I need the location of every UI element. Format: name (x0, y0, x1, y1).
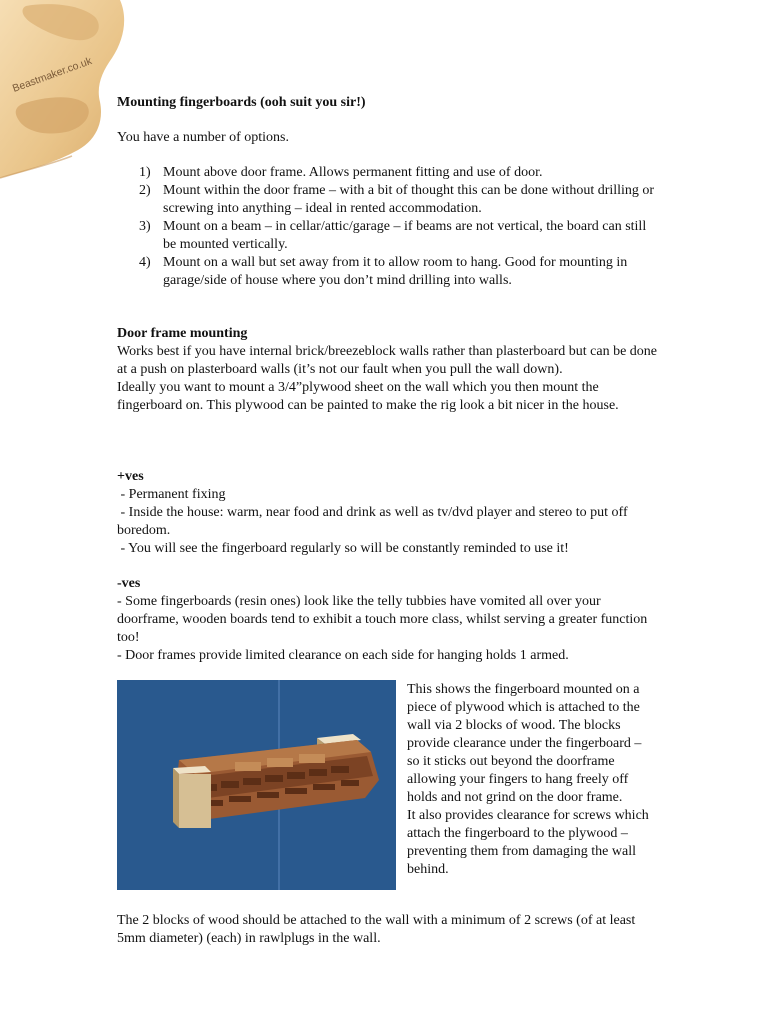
page-title: Mounting fingerboards (ooh suit you sir!) (117, 95, 366, 110)
options-list (117, 164, 657, 290)
cons-section (117, 575, 657, 665)
section-heading: Door frame mounting (117, 326, 248, 341)
caption-text: It also provides clearance for screws which attach the fingerboard to the plywood – preventing them from damaging the wall behind. (407, 808, 649, 877)
list-item: - Permanent fixing (117, 487, 226, 502)
list-item: - Door frames provide limited clearance on each side for hanging holds 1 armed. (117, 648, 569, 663)
intro-text: You have a number of options. (117, 130, 290, 145)
list-item: - Inside the house: warm, near food and drink as well as tv/dvd player and stereo to put off boredom. (117, 505, 632, 538)
list-item: 2) Mount within the door frame – with a bit of thought this can be done without drilling or screwing into anything – ideal in rented accommodation. (139, 183, 655, 216)
fingerboard-mount-image (117, 680, 396, 890)
paragraph: Works best if you have internal brick/breezeblock walls rather than plasterboard but can be done at a push on plasterboard walls (it’s not our fault when you pull the wall down). (117, 344, 658, 377)
list-item: - You will see the fingerboard regularly so will be constantly reminded to use it! (117, 541, 569, 556)
cons-heading: -ves (117, 576, 141, 591)
list-item: 4) Mount on a wall but set away from it to allow room to hang. Good for mounting in garage/side of house where you don’t mind drilling into walls. (139, 255, 628, 288)
paragraph: Ideally you want to mount a 3/4”plywood sheet on the wall which you then mount the fingerboard on. This plywood can be painted to make the rig look a bit nicer in the house. (117, 380, 619, 413)
beastmaker-logo (0, 0, 130, 185)
pros-heading: +ves (117, 469, 144, 484)
pros-section (117, 468, 657, 558)
figure-caption (407, 681, 652, 879)
door-frame-section (117, 325, 657, 415)
list-item: 3) Mount on a beam – in cellar/attic/garage – if beams are not vertical, the board can still be mounted vertically. (139, 219, 647, 252)
logo-text: Beastmaker.co.uk (10, 54, 94, 95)
caption-text: This shows the fingerboard mounted on a piece of plywood which is attached to the wall via 2 blocks of wood. The blocks provide clearance under the fingerboard – so it sticks out beyond the doorframe allowing your fingers to hang freely off holds and not grind on the door frame. (407, 682, 642, 805)
list-item: - Some fingerboards (resin ones) look like the telly tubbies have vomited all over your doorframe, wooden boards tend to exhibit a touch more class, whilst serving a greater function too! (117, 594, 648, 645)
list-item: 1) Mount above door frame. Allows permanent fitting and use of door. (139, 165, 543, 180)
closing-paragraph: The 2 blocks of wood should be attached to the wall with a minimum of 2 screws (of at least 5mm diameter) (each) in rawlplugs in the wall. (117, 913, 636, 946)
